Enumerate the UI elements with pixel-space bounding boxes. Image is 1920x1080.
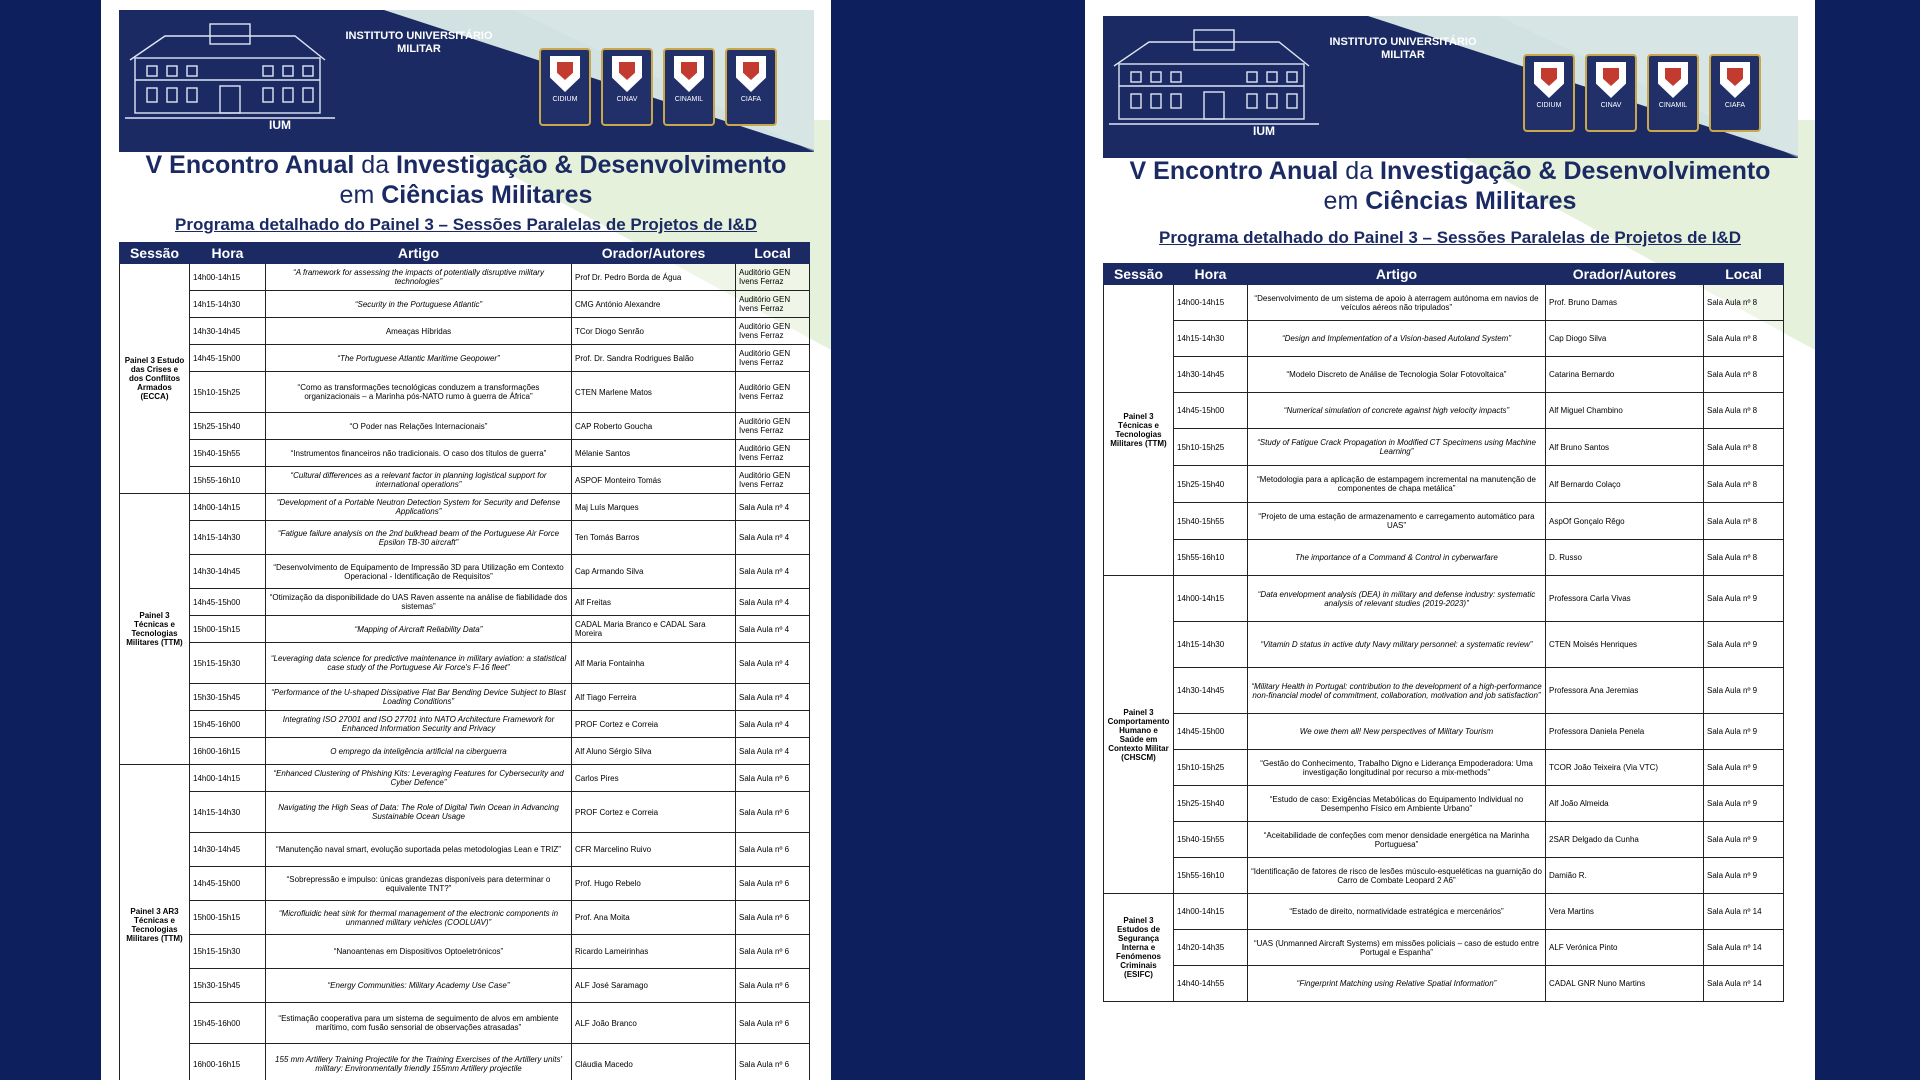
artigo-cell: “Sobrepressão e impulso: únicas grandezas disponíveis para determinar o equivalente TNT?” — [266, 867, 572, 901]
hora-cell: 15h30-15h45 — [190, 969, 266, 1003]
table-row — [120, 684, 810, 711]
col-header-sessao: Sessão — [120, 243, 190, 264]
table-row — [1104, 714, 1784, 750]
hora-cell: 15h10-15h25 — [1174, 750, 1248, 786]
local-cell: Sala Aula nº 4 — [736, 521, 810, 555]
artigo-cell: “Mapping of Aircraft Reliability Data” — [266, 616, 572, 643]
orador-cell: Prof. Bruno Damas — [1546, 285, 1704, 321]
table-row — [1104, 822, 1784, 858]
hora-cell: 15h25-15h40 — [1174, 786, 1248, 822]
artigo-cell: O emprego da inteligência artificial na ciberguerra — [266, 738, 572, 765]
table-row — [120, 589, 810, 616]
hora-cell: 14h15-14h30 — [190, 521, 266, 555]
local-cell: Sala Aula nº 8 — [1704, 503, 1784, 540]
artigo-cell: “Enhanced Clustering of Phishing Kits: Leveraging Features for Cybersecurity and Cyber Defence” — [266, 765, 572, 792]
table-row — [1104, 503, 1784, 540]
artigo-cell: “Otimização da disponibilidade do UAS Raven assente na análise de fiabilidade dos sistemas” — [266, 589, 572, 616]
crest-label: CIAFA — [1724, 102, 1746, 109]
title-part: Investigação & Desenvolvimento — [1380, 157, 1771, 185]
table-row — [1104, 393, 1784, 429]
artigo-cell: Ameaças Híbridas — [266, 318, 572, 345]
local-cell: Sala Aula nº 9 — [1704, 668, 1784, 714]
hora-cell: 15h55-16h10 — [1174, 858, 1248, 894]
orador-cell: Cap Diogo Silva — [1546, 321, 1704, 357]
hora-cell: 14h00-14h15 — [190, 765, 266, 792]
table-row — [120, 318, 810, 345]
local-cell: Auditório GEN Ivens Ferraz — [736, 264, 810, 291]
crest-label: CINAV — [616, 96, 638, 103]
orador-cell: Vera Martins — [1546, 894, 1704, 930]
crest-cinav-icon — [1585, 54, 1637, 132]
session-cell: Painel 3 Técnicas e Tecnologias Militares (TTM) — [120, 494, 190, 765]
local-cell: Auditório GEN Ivens Ferraz — [736, 345, 810, 372]
crest-label: CIAFA — [740, 96, 762, 103]
col-header-hora: Hora — [190, 243, 266, 264]
table-row — [1104, 285, 1784, 321]
orador-cell: Alf João Almeida — [1546, 786, 1704, 822]
hora-cell: 14h00-14h15 — [1174, 576, 1248, 622]
hora-cell: 16h00-16h15 — [190, 738, 266, 765]
table-row — [120, 291, 810, 318]
hora-cell: 14h30-14h45 — [190, 833, 266, 867]
artigo-cell: “Performance of the U-shaped Dissipative Flat Bar Bending Device Subject to Blast Loading Conditions” — [266, 684, 572, 711]
artigo-cell: “Como as transformações tecnológicas conduzem a transformações organizacionais – a Marinha pós-NATO rumo à guerra de África” — [266, 372, 572, 413]
artigo-cell: “O Poder nas Relações Internacionais” — [266, 413, 572, 440]
hora-cell: 14h30-14h45 — [190, 318, 266, 345]
local-cell: Sala Aula nº 6 — [736, 867, 810, 901]
orador-cell: Cap Armando Silva — [572, 555, 736, 589]
table-row — [1104, 540, 1784, 576]
table-row — [120, 1003, 810, 1044]
local-cell: Sala Aula nº 8 — [1704, 540, 1784, 576]
artigo-cell: “Military Health in Portugal: contribution to the development of a high-performance non-financial model of commitment, collaboration, motivation and job satisfaction” — [1248, 668, 1546, 714]
local-cell: Sala Aula nº 6 — [736, 1044, 810, 1080]
crest-cinamil-icon — [663, 48, 715, 126]
hora-cell: 14h00-14h15 — [1174, 285, 1248, 321]
table-row — [120, 792, 810, 833]
local-cell: Sala Aula nº 14 — [1704, 966, 1784, 1002]
orador-cell: ALF José Saramago — [572, 969, 736, 1003]
table-row — [1104, 750, 1784, 786]
local-cell: Sala Aula nº 4 — [736, 711, 810, 738]
orador-cell: Professora Carla Vivas — [1546, 576, 1704, 622]
orador-cell: PROF Cortez e Correia — [572, 711, 736, 738]
orador-cell: TCor Diogo Senrão — [572, 318, 736, 345]
artigo-cell: “The Portuguese Atlantic Maritime Geopower” — [266, 345, 572, 372]
local-cell: Auditório GEN Ivens Ferraz — [736, 291, 810, 318]
hora-cell: 14h30-14h45 — [1174, 668, 1248, 714]
table-row — [120, 1044, 810, 1080]
orador-cell: Catarina Bernardo — [1546, 357, 1704, 393]
institute-name: INSTITUTO UNIVERSITÁRIO MILITAR — [1329, 36, 1477, 61]
title-part: da — [354, 151, 397, 179]
table-row — [1104, 429, 1784, 466]
hora-cell: 15h00-15h15 — [190, 901, 266, 935]
col-header-orador: Orador/Autores — [1546, 264, 1704, 285]
hora-cell: 14h30-14h45 — [1174, 357, 1248, 393]
title-part: V Encontro Anual — [1129, 157, 1339, 185]
orador-cell: Damião R. — [1546, 858, 1704, 894]
title-part: em — [339, 181, 382, 209]
table-row — [120, 264, 810, 291]
page-title-line2 — [101, 180, 831, 210]
artigo-cell: “Estimação cooperativa para um sistema de seguimento de alvos em ambiente marítimo, com fusão sensorial de observações atrasadas” — [266, 1003, 572, 1044]
artigo-cell: “Vitamin D status in active duty Navy military personnel: a systematic review” — [1248, 622, 1546, 668]
artigo-cell: “Estudo de caso: Exigências Metabólicas do Equipamento Individual no Desempenho Físico em Ambiente Urbano” — [1248, 786, 1546, 822]
table-row — [1104, 357, 1784, 393]
orador-cell: PROF Cortez e Correia — [572, 792, 736, 833]
local-cell: Sala Aula nº 6 — [736, 792, 810, 833]
orador-cell: Carlos Pires — [572, 765, 736, 792]
artigo-cell: “Fatigue failure analysis on the 2nd bulkhead beam of the Portuguese Air Force Epsilon TB-30 aircraft” — [266, 521, 572, 555]
local-cell: Sala Aula nº 8 — [1704, 466, 1784, 503]
table-row — [1104, 858, 1784, 894]
orador-cell: Prof. Ana Moita — [572, 901, 736, 935]
table-row — [1104, 966, 1784, 1002]
session-cell: Painel 3 AR3 Técnicas e Tecnologias Militares (TTM) — [120, 765, 190, 1080]
header-banner — [1103, 16, 1798, 158]
table-row — [120, 643, 810, 684]
hora-cell: 14h30-14h45 — [190, 555, 266, 589]
artigo-cell: “UAS (Unmanned Aircraft Systems) em missões policiais – caso de estudo entre Portugal e Espanha” — [1248, 930, 1546, 966]
hora-cell: 14h00-14h15 — [190, 494, 266, 521]
local-cell: Sala Aula nº 6 — [736, 1003, 810, 1044]
orador-cell: ASPOF Monteiro Tomás — [572, 467, 736, 494]
page-title-line2 — [1085, 186, 1815, 216]
title-part: V Encontro Anual — [145, 151, 355, 179]
table-row — [120, 555, 810, 589]
table-row — [1104, 930, 1784, 966]
local-cell: Auditório GEN Ivens Ferraz — [736, 372, 810, 413]
col-header-local: Local — [736, 243, 810, 264]
table-row — [1104, 894, 1784, 930]
hora-cell: 14h45-15h00 — [190, 867, 266, 901]
orador-cell: CADAL GNR Nuno Martins — [1546, 966, 1704, 1002]
hora-cell: 14h15-14h30 — [190, 792, 266, 833]
hora-cell: 14h45-15h00 — [1174, 393, 1248, 429]
col-header-hora: Hora — [1174, 264, 1248, 285]
page-subtitle: Programa detalhado do Painel 3 – Sessões Paralelas de Projetos de I&D — [1158, 228, 1741, 247]
orador-cell: Maj Luís Marques — [572, 494, 736, 521]
local-cell: Sala Aula nº 4 — [736, 738, 810, 765]
local-cell: Sala Aula nº 6 — [736, 969, 810, 1003]
local-cell: Sala Aula nº 6 — [736, 901, 810, 935]
hora-cell: 15h15-15h30 — [190, 643, 266, 684]
orador-cell: Prof. Dr. Sandra Rodrigues Balão — [572, 345, 736, 372]
hora-cell: 14h45-15h00 — [190, 345, 266, 372]
hora-cell: 14h15-14h30 — [190, 291, 266, 318]
orador-cell: CTEN Marlene Matos — [572, 372, 736, 413]
crest-label: CINAMIL — [1658, 102, 1688, 109]
orador-cell: CTEN Moisés Henriques — [1546, 622, 1704, 668]
orador-cell: D. Russo — [1546, 540, 1704, 576]
artigo-cell: “Projeto de uma estação de armazenamento e carregamento automático para UAS” — [1248, 503, 1546, 540]
orador-cell: TCOR João Teixeira (Via VTC) — [1546, 750, 1704, 786]
page-title — [1085, 156, 1815, 186]
local-cell: Sala Aula nº 4 — [736, 643, 810, 684]
artigo-cell: “Manutenção naval smart, evolução suportada pelas metodologias Lean e TRIZ” — [266, 833, 572, 867]
artigo-cell: “Nanoantenas em Dispositivos Optoeletrónicos” — [266, 935, 572, 969]
col-header-sessao: Sessão — [1104, 264, 1174, 285]
local-cell: Sala Aula nº 8 — [1704, 429, 1784, 466]
building-logo-icon — [125, 18, 335, 128]
local-cell: Sala Aula nº 6 — [736, 833, 810, 867]
table-row — [120, 521, 810, 555]
artigo-cell: “Energy Communities: Military Academy Use Case” — [266, 969, 572, 1003]
crest-label: CIDIUM — [1536, 102, 1562, 109]
table-row — [1104, 786, 1784, 822]
title-part: em — [1323, 187, 1366, 215]
orador-cell: 2SAR Delgado da Cunha — [1546, 822, 1704, 858]
artigo-cell: “Modelo Discreto de Análise de Tecnologia Solar Fotovoltaica” — [1248, 357, 1546, 393]
hora-cell: 14h00-14h15 — [1174, 894, 1248, 930]
program-table — [119, 242, 810, 1080]
orador-cell: Ricardo Lameirinhas — [572, 935, 736, 969]
local-cell: Sala Aula nº 14 — [1704, 894, 1784, 930]
table-row — [1104, 466, 1784, 503]
hora-cell: 15h40-15h55 — [1174, 503, 1248, 540]
crest-cinamil-icon — [1647, 54, 1699, 132]
orador-cell: Alf Bruno Santos — [1546, 429, 1704, 466]
orador-cell: Professora Daniela Penela — [1546, 714, 1704, 750]
artigo-cell: “Microfluidic heat sink for thermal management of the electronic components in unmanned military vehicles (COOLUAV)” — [266, 901, 572, 935]
artigo-cell: “Desenvolvimento de um sistema de apoio à aterragem autónoma em navios de veículos aéreos não tripulados” — [1248, 285, 1546, 321]
table-row — [120, 467, 810, 494]
institute-name: INSTITUTO UNIVERSITÁRIO MILITAR — [345, 30, 493, 55]
table-row — [120, 345, 810, 372]
hora-cell: 15h55-16h10 — [190, 467, 266, 494]
table-row — [120, 413, 810, 440]
table-row — [120, 738, 810, 765]
session-cell: Painel 3 Estudo das Crises e dos Conflitos Armados (ECCA) — [120, 264, 190, 494]
orador-cell: Alf Tiago Ferreira — [572, 684, 736, 711]
col-header-local: Local — [1704, 264, 1784, 285]
table-row — [120, 765, 810, 792]
hora-cell: 15h25-15h40 — [190, 413, 266, 440]
artigo-cell: “Desenvolvimento de Equipamento de Impressão 3D para Utilização em Contexto Operacional - Identificação de Requisitos” — [266, 555, 572, 589]
hora-cell: 14h20-14h35 — [1174, 930, 1248, 966]
artigo-cell: “Development of a Portable Neutron Detection System for Security and Defense Applications” — [266, 494, 572, 521]
session-cell: Painel 3 Estudos de Segurança Interna e Fenómenos Criminais (ESIFC) — [1104, 894, 1174, 1002]
table-row — [120, 901, 810, 935]
local-cell: Sala Aula nº 4 — [736, 494, 810, 521]
hora-cell: 14h15-14h30 — [1174, 321, 1248, 357]
local-cell: Auditório GEN Ivens Ferraz — [736, 318, 810, 345]
col-header-artigo: Artigo — [266, 243, 572, 264]
local-cell: Sala Aula nº 14 — [1704, 930, 1784, 966]
orador-cell: Prof Dr. Pedro Borda de Água — [572, 264, 736, 291]
orador-cell: AspOf Gonçalo Rêgo — [1546, 503, 1704, 540]
crest-label: CINAMIL — [674, 96, 704, 103]
hora-cell: 15h00-15h15 — [190, 616, 266, 643]
table-row — [1104, 668, 1784, 714]
hora-cell: 15h40-15h55 — [1174, 822, 1248, 858]
crest-label: CIDIUM — [552, 96, 578, 103]
orador-cell: Alf Aluno Sérgio Silva — [572, 738, 736, 765]
local-cell: Sala Aula nº 9 — [1704, 576, 1784, 622]
hora-cell: 15h25-15h40 — [1174, 466, 1248, 503]
local-cell: Sala Aula nº 9 — [1704, 786, 1784, 822]
table-row — [120, 372, 810, 413]
artigo-cell: 155 mm Artillery Training Projectile for the Training Exercises of the Artillery units' military: Environmentally friendly 155mm Artillery projectile — [266, 1044, 572, 1080]
local-cell: Sala Aula nº 9 — [1704, 822, 1784, 858]
hora-cell: 14h40-14h55 — [1174, 966, 1248, 1002]
artigo-cell: “Instrumentos financeiros não tradicionais. O caso dos títulos de guerra” — [266, 440, 572, 467]
local-cell: Sala Aula nº 4 — [736, 684, 810, 711]
local-cell: Sala Aula nº 4 — [736, 589, 810, 616]
artigo-cell: “Study of Fatigue Crack Propagation in Modified CT Specimens using Machine Learning” — [1248, 429, 1546, 466]
local-cell: Sala Aula nº 8 — [1704, 321, 1784, 357]
table-row — [1104, 622, 1784, 668]
hora-cell: 14h45-15h00 — [190, 589, 266, 616]
col-header-orador: Orador/Autores — [572, 243, 736, 264]
hora-cell: 14h15-14h30 — [1174, 622, 1248, 668]
local-cell: Sala Aula nº 6 — [736, 935, 810, 969]
title-part: Ciências Militares — [1365, 187, 1577, 215]
artigo-cell: “Design and Implementation of a Vision-based Autoland System” — [1248, 321, 1546, 357]
table-row — [120, 616, 810, 643]
orador-cell: Ten Tomás Barros — [572, 521, 736, 555]
artigo-cell: “Cultural differences as a relevant factor in planning logistical support for international operations” — [266, 467, 572, 494]
orador-cell: Alf Miguel Chambino — [1546, 393, 1704, 429]
artigo-cell: “Aceitabilidade de confeções com menor densidade energética na Marinha Portuguesa” — [1248, 822, 1546, 858]
table-row — [120, 833, 810, 867]
table-row — [120, 494, 810, 521]
orador-cell: Mélanie Santos — [572, 440, 736, 467]
hora-cell: 15h15-15h30 — [190, 935, 266, 969]
artigo-cell: The importance of a Command & Control in cyberwarfare — [1248, 540, 1546, 576]
hora-cell: 15h55-16h10 — [1174, 540, 1248, 576]
header-banner — [119, 10, 814, 152]
table-row — [120, 711, 810, 738]
hora-cell: 15h10-15h25 — [190, 372, 266, 413]
artigo-cell: We owe them all! New perspectives of Military Tourism — [1248, 714, 1546, 750]
orador-cell: Professora Ana Jeremias — [1546, 668, 1704, 714]
artigo-cell: “Identificação de fatores de risco de lesões músculo-esqueléticas na guarnição do Carro de Combate Leopard 2 A6” — [1248, 858, 1546, 894]
ium-label: IUM — [269, 118, 291, 132]
session-cell: Painel 3 Comportamento Humano e Saúde em Contexto Militar (CHSCM) — [1104, 576, 1174, 894]
hora-cell: 15h30-15h45 — [190, 684, 266, 711]
local-cell: Auditório GEN Ivens Ferraz — [736, 440, 810, 467]
orador-cell: Alf Freitas — [572, 589, 736, 616]
artigo-cell: “Leveraging data science for predictive maintenance in military aviation: a statistical case study of the Portuguese Air Force's F-16 fleet” — [266, 643, 572, 684]
artigo-cell: “Fingerprint Matching using Relative Spatial Information” — [1248, 966, 1546, 1002]
table-row — [120, 440, 810, 467]
orador-cell: Cláudia Macedo — [572, 1044, 736, 1080]
orador-cell: ALF Verónica Pinto — [1546, 930, 1704, 966]
orador-cell: CADAL Maria Branco e CADAL Sara Moreira — [572, 616, 736, 643]
session-cell: Painel 3 Técnicas e Tecnologias Militares (TTM) — [1104, 285, 1174, 576]
local-cell: Auditório GEN Ivens Ferraz — [736, 467, 810, 494]
document-page-left — [101, 0, 831, 1080]
crest-cidium-icon — [539, 48, 591, 126]
artigo-cell: “Gestão do Conhecimento, Trabalho Digno e Liderança Empoderadora: Uma investigação longitudinal por recurso a mix-methods” — [1248, 750, 1546, 786]
crest-ciafa-icon — [725, 48, 777, 126]
local-cell: Sala Aula nº 9 — [1704, 750, 1784, 786]
hora-cell: 14h45-15h00 — [1174, 714, 1248, 750]
orador-cell: Alf Maria Fontainha — [572, 643, 736, 684]
table-row — [1104, 321, 1784, 357]
hora-cell: 16h00-16h15 — [190, 1044, 266, 1080]
program-table — [1103, 263, 1784, 1002]
crest-ciafa-icon — [1709, 54, 1761, 132]
orador-cell: Prof. Hugo Rebelo — [572, 867, 736, 901]
local-cell: Sala Aula nº 8 — [1704, 357, 1784, 393]
artigo-cell: “Numerical simulation of concrete against high velocity impacts” — [1248, 393, 1546, 429]
table-row — [120, 867, 810, 901]
orador-cell: ALF João Branco — [572, 1003, 736, 1044]
ium-label: IUM — [1253, 124, 1275, 138]
building-logo-icon — [1109, 24, 1319, 134]
local-cell: Sala Aula nº 8 — [1704, 285, 1784, 321]
hora-cell: 15h10-15h25 — [1174, 429, 1248, 466]
local-cell: Sala Aula nº 9 — [1704, 714, 1784, 750]
orador-cell: CAP Roberto Goucha — [572, 413, 736, 440]
artigo-cell: Navigating the High Seas of Data: The Role of Digital Twin Ocean in Advancing Sustainable Ocean Usage — [266, 792, 572, 833]
page-subtitle: Programa detalhado do Painel 3 – Sessões Paralelas de Projetos de I&D — [174, 215, 757, 234]
local-cell: Sala Aula nº 9 — [1704, 858, 1784, 894]
local-cell: Sala Aula nº 8 — [1704, 393, 1784, 429]
artigo-cell: “Security in the Portuguese Atlantic” — [266, 291, 572, 318]
table-row — [1104, 576, 1784, 622]
crest-cidium-icon — [1523, 54, 1575, 132]
hora-cell: 15h40-15h55 — [190, 440, 266, 467]
orador-cell: Alf Bernardo Colaço — [1546, 466, 1704, 503]
artigo-cell: “Estado de direito, normatividade estratégica e mercenários” — [1248, 894, 1546, 930]
title-part: Investigação & Desenvolvimento — [396, 151, 787, 179]
crest-label: CINAV — [1600, 102, 1622, 109]
table-row — [120, 969, 810, 1003]
title-part: da — [1338, 157, 1381, 185]
hora-cell: 15h45-16h00 — [190, 1003, 266, 1044]
local-cell: Sala Aula nº 6 — [736, 765, 810, 792]
orador-cell: CFR Marcelino Ruivo — [572, 833, 736, 867]
artigo-cell: “Metodologia para a aplicação de estampagem incremental na manutenção de componentes de chapa metálica” — [1248, 466, 1546, 503]
title-part: Ciências Militares — [381, 181, 593, 209]
hora-cell: 15h45-16h00 — [190, 711, 266, 738]
artigo-cell: “A framework for assessing the impacts of potentially disruptive military technologies” — [266, 264, 572, 291]
table-row — [120, 935, 810, 969]
local-cell: Auditório GEN Ivens Ferraz — [736, 413, 810, 440]
local-cell: Sala Aula nº 4 — [736, 555, 810, 589]
orador-cell: CMG António Alexandre — [572, 291, 736, 318]
document-page-right — [1085, 0, 1815, 1080]
artigo-cell: “Data envelopment analysis (DEA) in military and defense industry: systematic analysis of relevant studies (2019-2023)” — [1248, 576, 1546, 622]
crest-cinav-icon — [601, 48, 653, 126]
artigo-cell: Integrating ISO 27001 and ISO 27701 into NATO Architecture Framework for Enhanced Information Security and Privacy — [266, 711, 572, 738]
local-cell: Sala Aula nº 9 — [1704, 622, 1784, 668]
page-title — [101, 150, 831, 180]
hora-cell: 14h00-14h15 — [190, 264, 266, 291]
local-cell: Sala Aula nº 4 — [736, 616, 810, 643]
col-header-artigo: Artigo — [1248, 264, 1546, 285]
